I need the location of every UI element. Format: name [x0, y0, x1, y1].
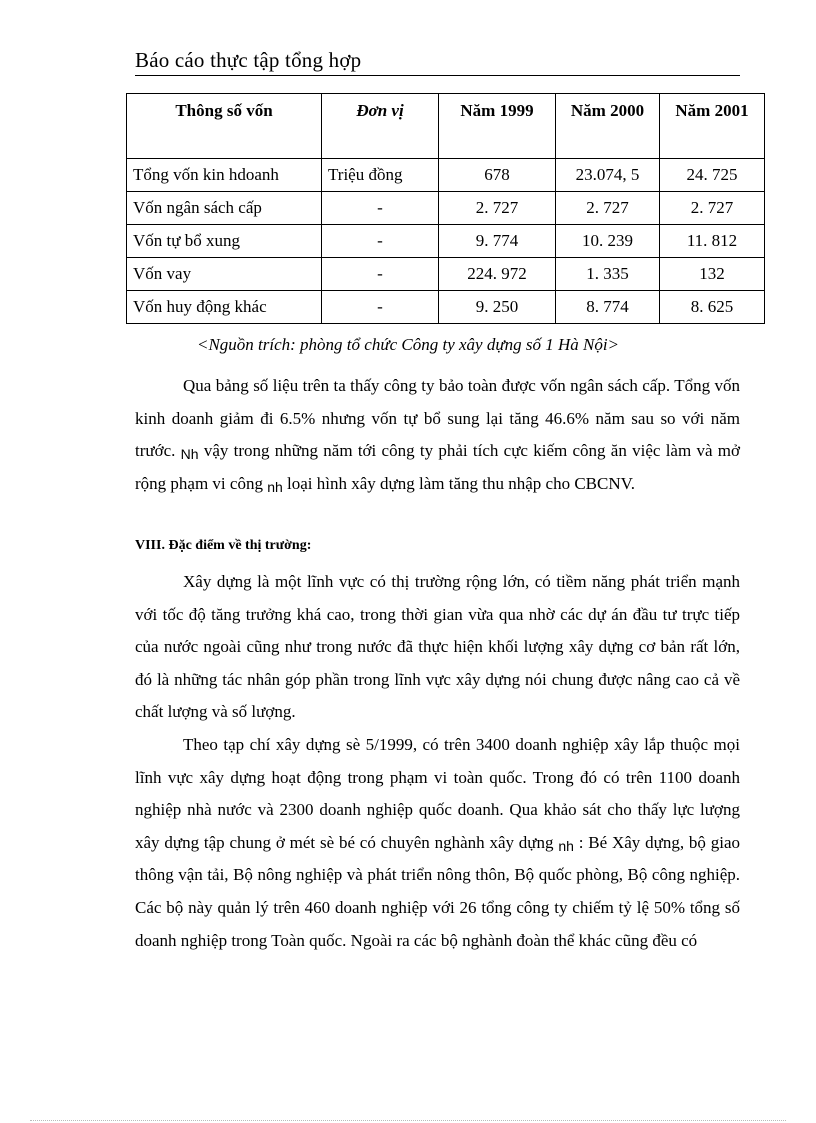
paragraph-text: vậy trong những năm tới công ty phải tích cực kiếm công ăn việc làm và mở rộng phạm vi công	[135, 441, 740, 493]
table-cell: Vốn tự bổ xung	[127, 225, 322, 258]
table-cell: -	[322, 225, 439, 258]
table-row	[127, 159, 765, 192]
page-bottom-divider	[30, 1120, 786, 1121]
table-cell: 9. 774	[439, 225, 556, 258]
paragraph-text: loại hình xây dựng làm tăng thu nhập cho CBCNV.	[282, 473, 635, 493]
table-row	[127, 258, 765, 291]
column-header: Năm 2000	[556, 94, 660, 159]
table-cell: 2. 727	[556, 192, 660, 225]
table-row	[127, 291, 765, 324]
table-cell: -	[322, 258, 439, 291]
table-cell: Triệu đồng	[322, 159, 439, 192]
paragraph-capital-analysis	[135, 370, 740, 500]
table-cell: -	[322, 192, 439, 225]
table-source-note: <Nguồn trích: phòng tổ chức Công ty xây dựng số 1 Hà Nội>	[196, 335, 620, 354]
capital-table	[126, 93, 765, 324]
table-cell: Vốn ngân sách cấp	[127, 192, 322, 225]
table-cell: -	[322, 291, 439, 324]
table-cell: 8. 625	[660, 291, 765, 324]
table-cell: 8. 774	[556, 291, 660, 324]
table-cell: 224. 972	[439, 258, 556, 291]
table-cell: 11. 812	[660, 225, 765, 258]
header-divider	[135, 75, 740, 76]
column-header: Năm 2001	[660, 94, 765, 159]
inline-fragment: nh	[558, 837, 574, 854]
column-header: Thông số vốn	[127, 94, 322, 159]
table-cell: Vốn vay	[127, 258, 322, 291]
table-cell: 9. 250	[439, 291, 556, 324]
table-cell: 132	[660, 258, 765, 291]
paragraph-market-overview: Xây dựng là một lĩnh vực có thị trường rộng lớn, có tiềm năng phát triển mạnh với tốc độ tăng trưởng khá cao, trong thời gian vừa qua nhờ các dự án đầu tư trực tiếp của nước ngoài cũng như trong nước đã thực hiện khối lượng xây dựng cơ bản rất lớn, đó là những tác nhân góp phần trong lĩnh vực xây dựng nói chung được nâng cao cả về chất lượng và số lượng.	[135, 572, 740, 722]
table-cell: Tổng vốn kin hdoanh	[127, 159, 322, 192]
inline-fragment: Nh	[180, 446, 199, 463]
table-cell: 23.074, 5	[556, 159, 660, 192]
table-header-row	[127, 94, 765, 159]
paragraph-text: Theo tạp chí xây dựng sè 5/1999, có trên 3400 doanh nghiệp xây lắp thuộc mọi lĩnh vực xây dựng hoạt động trong phạm vi toàn quốc. Trong đó có trên 1100 doanh nghiệp nhà nước và 2300 doanh nghiệp quốc doanh. Qua khảo sát cho thấy lực lượng xây dựng tập chung ở mét sè bé có chuyên nghành xây dựng	[135, 735, 740, 852]
table-cell: 24. 725	[660, 159, 765, 192]
paragraph-text: : Bé Xây dựng, bộ giao thông vận tải, Bộ nông nghiệp và phát triển nông thôn, Bộ quốc phòng, Bộ công nghiệp. Các bộ này quản lý trên 460 doanh nghiệp với 26 tổng công ty chiếm tỷ lệ 50% tổng số doanh nghiệp trong Toàn quốc. Ngoài ra các bộ nghành đoàn thể khác cũng đều có	[135, 832, 740, 950]
table-row	[127, 225, 765, 258]
page-header-title: Báo cáo thực tập tổng hợp	[135, 48, 362, 72]
table-row	[127, 192, 765, 225]
paragraph-text: Qua bảng số liệu trên ta thấy công ty bảo toàn được vốn ngân sách cấp. Tổng vốn kinh doanh giảm đi 6.5% nhưng vốn tự bổ sung lại tăng 46.6% năm sau so với năm trước.	[135, 376, 740, 461]
table-cell: Vốn huy động khác	[127, 291, 322, 324]
section-heading: VIII. Đặc điểm về thị trường:	[135, 538, 312, 553]
column-header: Đơn vị	[322, 94, 439, 159]
column-header: Năm 1999	[439, 94, 556, 159]
paragraph-market-detail	[135, 729, 740, 957]
table-cell: 678	[439, 159, 556, 192]
table-cell: 1. 335	[556, 258, 660, 291]
table-cell: 2. 727	[660, 192, 765, 225]
inline-fragment: nh	[267, 478, 283, 495]
table-cell: 10. 239	[556, 225, 660, 258]
table-cell: 2. 727	[439, 192, 556, 225]
